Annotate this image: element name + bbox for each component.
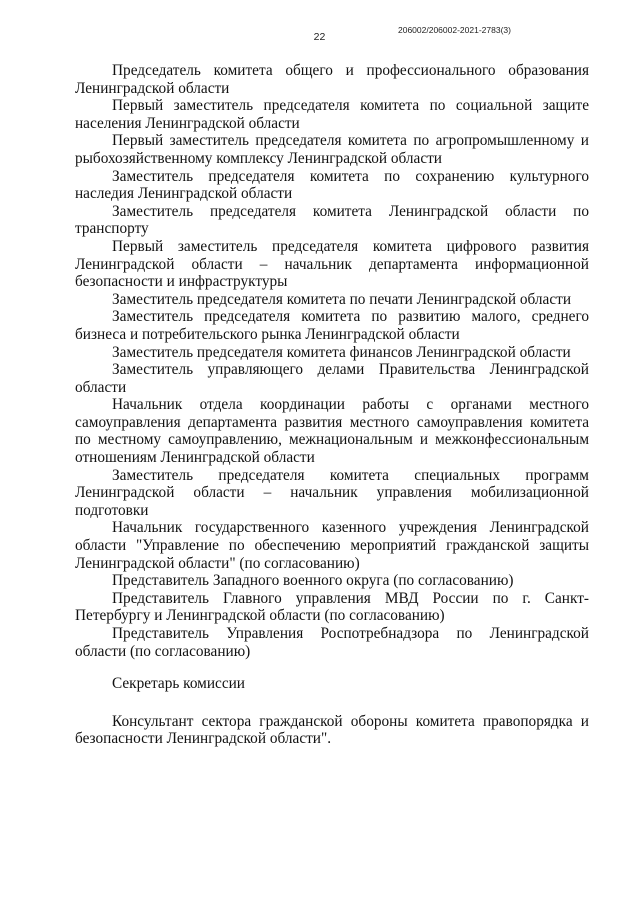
secretary-entry: Консультант сектора гражданской обороны комитета правопорядка и безопасности Ленинградской области". (75, 712, 589, 748)
member-entry: Первый заместитель председателя комитета цифрового развития Ленинградской области – начальник департамента информационной безопасности и инфраструктуры (75, 237, 589, 291)
member-entry: Представитель Главного управления МВД России по г. Санкт-Петербургу и Ленинградской области (по согласованию) (75, 589, 589, 625)
page-number: 22 (313, 31, 326, 43)
member-entry: Заместитель председателя комитета по сохранению культурного наследия Ленинградской области (75, 167, 589, 203)
spacer (75, 660, 589, 675)
member-entry: Начальник государственного казенного учреждения Ленинградской области "Управление по обеспечению мероприятий гражданской защиты Ленинградской области" (по согласованию) (75, 519, 589, 572)
member-entry: Заместитель управляющего делами Правительства Ленинградской области (75, 361, 589, 396)
member-entry: Заместитель председателя комитета финансов Ленинградской области (112, 343, 571, 361)
member-entry: Заместитель председателя комитета Ленинградской области по транспорту (75, 202, 589, 238)
member-entry: Заместитель председателя комитета по развитию малого, среднего бизнеса и потребительского рынка Ленинградской области (75, 308, 589, 343)
member-entry: Представитель Западного военного округа (по согласованию) (112, 572, 514, 590)
member-entry: Заместитель председателя комитета по печати Ленинградской области (112, 290, 572, 308)
member-entry: Заместитель председателя комитета специальных программ Ленинградской области – начальник управления мобилизационной подготовки (75, 466, 589, 519)
secretary-heading: Секретарь комиссии (112, 675, 245, 693)
document-registration-number: 206002/206002-2021-2783(3) (398, 25, 511, 35)
member-entry: Начальник отдела координации работы с органами местного самоуправления департамента развития местного самоуправления комитета по местному самоуправлению, межнациональным и межконфессиональным отношениям Ленинградской области (75, 396, 589, 467)
spacer (75, 693, 589, 713)
commission-composition (75, 62, 589, 748)
member-entry: Первый заместитель председателя комитета по агропромышленному и рыбохозяйственному комплексу Ленинградской области (75, 132, 589, 167)
member-entry: Представитель Управления Роспотребнадзора по Ленинградской области (по согласованию) (75, 625, 589, 660)
member-entry: Первый заместитель председателя комитета по социальной защите населения Ленинградской области (75, 97, 589, 132)
member-entry: Председатель комитета общего и профессионального образования Ленинградской области (75, 62, 589, 97)
